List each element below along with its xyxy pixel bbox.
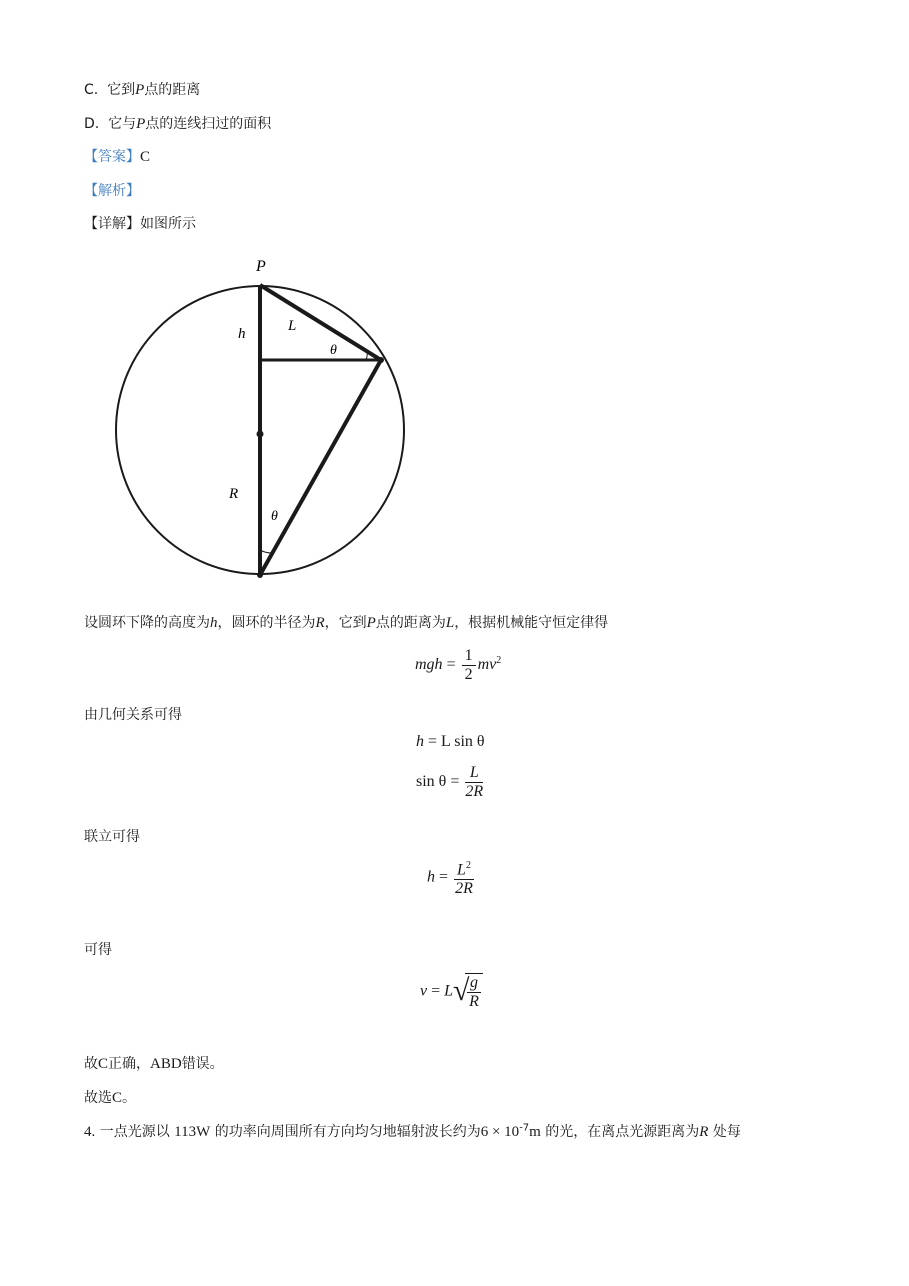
paragraph-setup: 设圆环下降的高度为h，圆环的半径为R，它到P点的距离为L，根据机械能守恒定律得 — [84, 615, 609, 631]
analysis-tag: 【解析】 — [84, 183, 140, 199]
equation-v: v = L √ $\frac{g}{R}$ — [420, 973, 483, 1011]
answer-line — [84, 146, 150, 166]
label-P: P — [256, 258, 266, 275]
label-theta-bottom: θ — [271, 509, 278, 524]
analysis-line — [84, 180, 140, 200]
paragraph-combine: 联立可得 — [84, 829, 140, 845]
option-c: C. 它到P点的距离 — [84, 82, 201, 98]
paragraph-result: 可得 — [84, 942, 112, 958]
label-R: R — [229, 486, 239, 502]
equation-energy: mgh = $\frac{1}{2}$ $mv^2$ — [415, 647, 502, 683]
option-d: D. 它与P点的连线扫过的面积 — [84, 116, 272, 132]
detail-line: 【详解】如图所示 — [84, 216, 196, 232]
answer-tag: 【答案】 — [84, 149, 140, 165]
detail-tag: 【详解】 — [84, 216, 140, 232]
paragraph-geometry: 由几何关系可得 — [84, 707, 182, 723]
label-h: h — [238, 326, 246, 342]
paragraph-choice: 故选C。 — [84, 1090, 137, 1106]
chord-bottom — [260, 360, 381, 575]
bottom-point — [257, 572, 263, 578]
equation-h-combined: h = $\frac{L^2}{2R}$ — [427, 857, 476, 898]
answer-value: C — [140, 149, 151, 165]
center-point — [257, 431, 264, 438]
sqrt-symbol: √ $\frac{g}{R}$ — [453, 973, 483, 1011]
geometry-figure — [100, 250, 420, 590]
equation-h: h = L sin θ — [416, 733, 485, 750]
ring-point — [378, 357, 384, 363]
chord-L — [260, 285, 381, 360]
label-L: L — [288, 318, 297, 334]
question-4: 4. 一点光源以 113W 的功率向周围所有方向均匀地辐射波长约为$6 \times 10^{-7}m$ 的光，在离点光源距离为R 处每 — [84, 1122, 741, 1140]
label-theta-top: θ — [330, 343, 337, 358]
paragraph-conclusion: 故C正确，ABD错误。 — [84, 1056, 224, 1072]
equation-sin: sin θ = $\frac{L}{2R}$ — [416, 764, 484, 800]
